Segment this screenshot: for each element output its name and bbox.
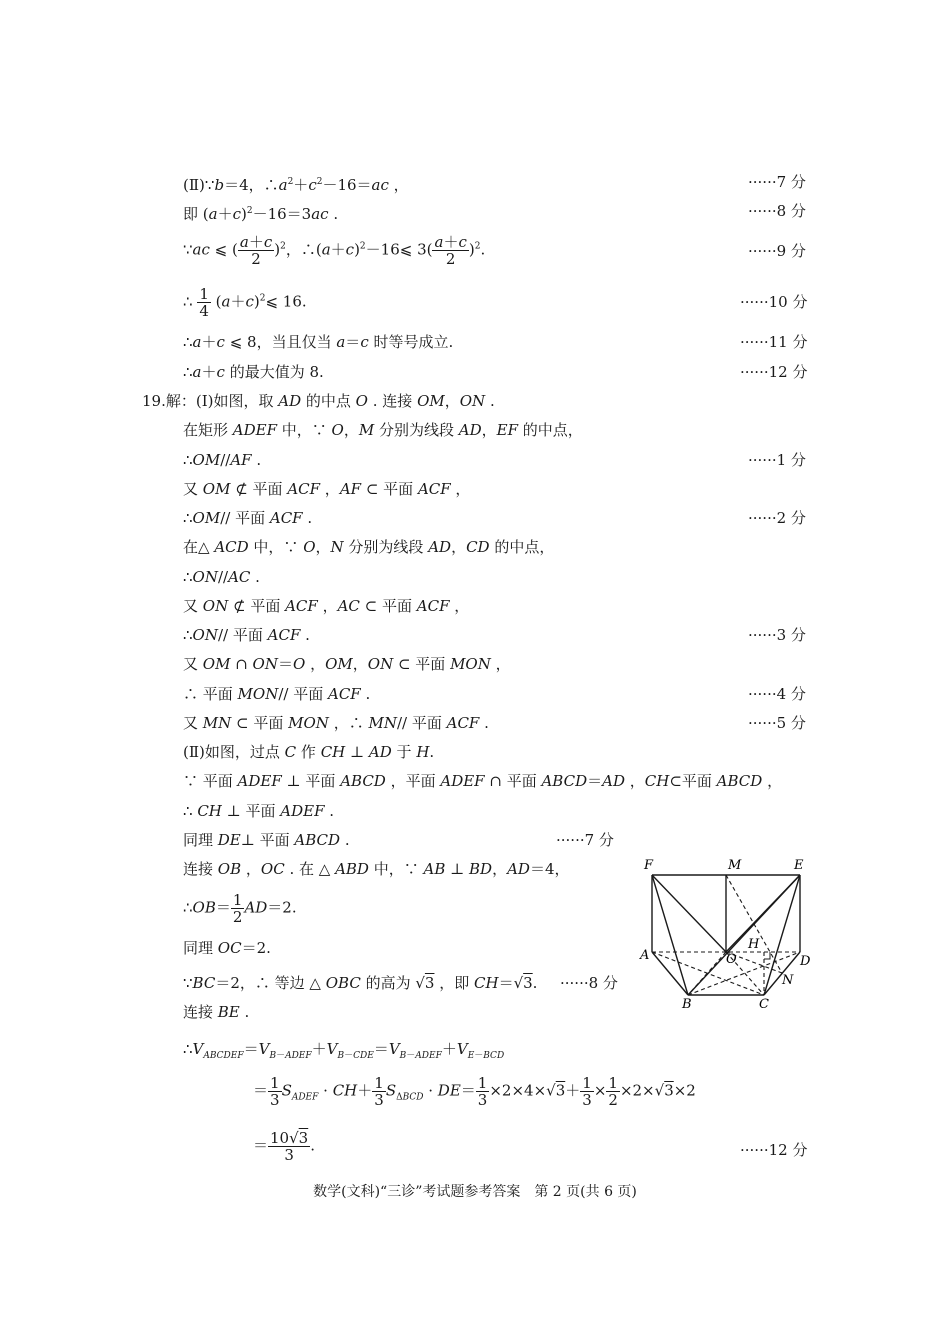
line-28: $\therefore V_{ABCDEF}=V_{B-ADEF}+V_{B-CDE}=V_{B-ADEF}+V_{E-BCD}$ xyxy=(183,1040,505,1061)
line-14: 又 ON ⊄ 平面 ACF ，AC ⊂ 平面 ACF ， xyxy=(183,597,470,615)
line-27: 连接 BE . xyxy=(183,1003,250,1021)
label-n: N xyxy=(782,973,794,988)
score-line-5: ······11 分 xyxy=(740,333,808,351)
line-26: ∵BC＝2，∴ 等边 △ OBC 的高为 √3 ，即 CH＝√3. xyxy=(183,974,538,992)
line-22: 同理 DE⊥ 平面 ABCD . xyxy=(183,831,350,849)
score-line-18: ······5 分 xyxy=(748,714,806,732)
line-15: ∴ON// 平面 ACF . xyxy=(183,626,310,644)
score-line-6: ······12 分 xyxy=(740,363,808,381)
edge-ab xyxy=(652,952,688,995)
line-29: ＝ $\frac{1}{3}$ $S_{ADEF} \cdot CH+$ $\frac{1}{3}$ $S_{\Delta BCD} \cdot DE=$ $\frac{1}{3}$ ×2×4×√3＋ $\frac{1}{3}$ × $\frac{1}{2}$ ×2×√3×2 xyxy=(253,1074,696,1109)
label-c: C xyxy=(759,997,769,1012)
label-d: D xyxy=(800,954,811,969)
score-line-9: ······1 分 xyxy=(748,451,806,469)
line-16: 又 OM ∩ ON＝O ，OM，ON ⊂ 平面 MON ， xyxy=(183,655,511,673)
score-line-11: ······2 分 xyxy=(748,509,806,527)
line-9: ∴OM//AF . xyxy=(183,451,262,469)
line-2: 即 $(a+c)^2-16=3ac$ . xyxy=(183,205,339,223)
line-7: 19.解：(Ⅰ)如图，取 AD 的中点 O . 连接 OM，ON . xyxy=(142,392,495,410)
edge-ac xyxy=(652,952,764,995)
label-b: B xyxy=(682,997,692,1012)
label-m: M xyxy=(728,858,742,873)
page-footer: 数学(文科)“三诊”考试题参考答案 第 2 页(共 6 页) xyxy=(313,1184,637,1200)
line-10: 又 OM ⊄ 平面 ACF ，AF ⊂ 平面 ACF ， xyxy=(183,480,471,498)
line-20: ∵ 平面 ADEF ⊥ 平面 ABCD ，平面 ADEF ∩ 平面 ABCD＝AD ，CH⊂平面 ABCD ， xyxy=(183,772,783,790)
label-a: A xyxy=(640,948,650,963)
line-5: ∴a＋c ⩽ 8，当且仅当 a＝c 时等号成立. xyxy=(183,333,454,351)
geometry-figure xyxy=(636,855,826,1015)
line-8: 在矩形 ADEF 中，∵ O，M 分别为线段 AD，EF 的中点， xyxy=(183,421,583,439)
line-13: ∴ON//AC . xyxy=(183,568,260,586)
line-19: (Ⅱ)如图，过点 C 作 CH ⊥ AD 于 H. xyxy=(183,743,435,761)
line-6: ∴a＋c 的最大值为 8. xyxy=(183,363,324,381)
line-17: ∴ 平面 MON// 平面 ACF . xyxy=(183,685,371,703)
line-23: 连接 OB ，OC . 在 △ ABD 中，∵ AB ⊥ BD，AD＝4， xyxy=(183,860,570,878)
line-18: 又 MN ⊂ 平面 MON ，∴ MN// 平面 ACF . xyxy=(183,714,489,732)
score-line-4: ······10 分 xyxy=(740,293,808,311)
label-f: F xyxy=(644,858,654,873)
score-line-17: ······4 分 xyxy=(748,685,806,703)
score-line-1: ······7 分 xyxy=(748,173,806,191)
score-line-22: ······7 分 xyxy=(556,831,614,849)
line-11: ∴OM// 平面 ACF . xyxy=(183,509,313,527)
score-line-3: ······9 分 xyxy=(748,242,806,260)
line-4: ∴ $\frac{1}{4}$ $(a+c)^2⩽$ 16. xyxy=(183,285,307,320)
line-30: ＝ $\frac{10√3}{3}$ . xyxy=(253,1129,315,1164)
line-12: 在△ ACD 中，∵ O，N 分别为线段 AD，CD 的中点， xyxy=(183,538,555,556)
label-h: H xyxy=(748,937,760,952)
line-3: ∵ac ⩽ ( $\frac{a+c}{2}$ )$^2$，$\therefore(a+c)^2-16⩽$ 3( $\frac{a+c}{2}$ )$^2$. xyxy=(183,233,486,268)
line-21: ∴ CH ⊥ 平面 ADEF . xyxy=(183,802,335,820)
score-line-26: ······8 分 xyxy=(560,974,618,992)
line-1: (Ⅱ)∵b＝4，$\therefore a^2+c^2-16=ac$ ， xyxy=(183,176,409,194)
score-line-15: ······3 分 xyxy=(748,626,806,644)
label-e: E xyxy=(794,858,804,873)
right-angle-mark xyxy=(764,952,770,959)
line-24: ∴OB＝ $\frac{1}{2}$ AD＝2. xyxy=(183,891,297,926)
score-line-30: ······12 分 xyxy=(740,1141,808,1159)
label-o: O xyxy=(726,952,737,967)
line-25: 同理 OC＝2. xyxy=(183,939,271,957)
score-line-2: ······8 分 xyxy=(748,202,806,220)
